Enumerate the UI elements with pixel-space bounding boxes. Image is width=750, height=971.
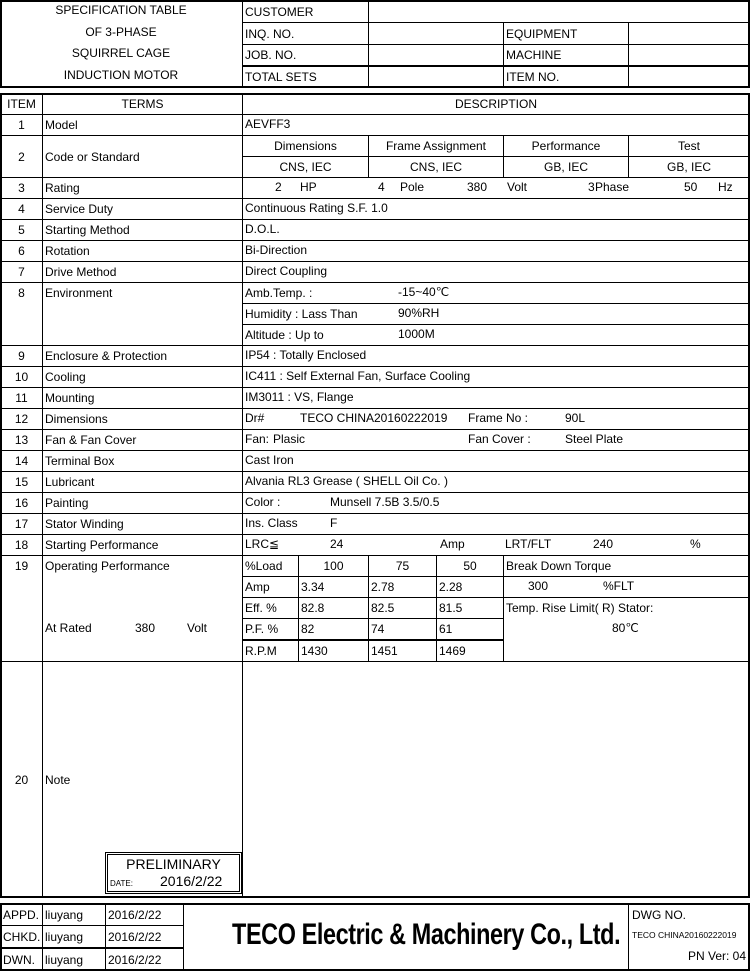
col-item-header [0,93,43,115]
perf-value-text: 74 [371,622,385,636]
standard-value-text: GB, IEC [666,160,711,174]
description-cell [242,492,750,514]
term-label-text: Operating Performance [45,559,170,573]
title-line: SQUIRREL CAGE [71,46,171,60]
term-label [42,387,243,409]
col-item-header-text: ITEM [7,97,36,111]
header-label-text: EQUIPMENT [506,26,578,41]
item-number-text: 19 [14,559,29,573]
standard-header-text: Dimensions [274,139,337,153]
header-label-text: JOB. NO. [245,48,297,63]
dwg-value: TECO CHINA20160222019 [632,930,737,940]
fan-cover-value: Steel Plate [565,432,624,446]
preliminary-stamp [105,852,242,894]
perf-value [436,597,504,619]
signoff-role [0,903,43,926]
frame-label: Frame No : [468,411,529,425]
term-label-text: Model [45,118,78,132]
term-label-text: Service Duty [45,202,114,216]
perf-value-text: 1469 [439,644,466,658]
perf-value [298,555,369,577]
perf-row-label [242,576,299,598]
starting-lrt-unit: % [690,537,701,551]
perf-row-label [242,640,299,662]
description-cell [242,513,750,535]
standard-value [628,156,750,178]
perf-row-label-text: Eff. % [245,601,277,615]
dr-value: TECO CHINA20160222019 [300,411,448,425]
amb-value: -15~40℃ [398,285,450,299]
standard-header [628,135,750,157]
lubricant-value: Alvania RL3 Grease ( SHELL Oil Co. ) [245,474,448,488]
signoff-name-text: liuyang [45,952,84,967]
item-number-text: 4 [18,202,25,216]
temp-rise-label-text: Temp. Rise Limit( R) Stator: [506,601,654,615]
perf-value [368,597,437,619]
painting-label: Color : [245,495,281,509]
header-label [503,22,629,45]
item-number [0,345,43,367]
perf-row-label-text: R.P.M [245,644,277,658]
humidity-label [242,303,750,325]
item-number [0,177,43,199]
perf-row-label [242,597,299,619]
term-label-text: Lubricant [45,475,95,489]
standard-value [242,156,369,178]
item-number [0,219,43,241]
perf-value-text: 61 [439,622,453,636]
amb-label [242,282,750,304]
rating-hp: 2 [275,180,282,194]
enclosure-value: IP54 : Totally Enclosed [245,348,367,362]
item-number-text: 5 [18,223,25,237]
signoff-role [0,925,43,948]
term-label [42,408,243,430]
header-value [628,44,750,67]
perf-value-text: 3.34 [301,580,325,594]
frame-value: 90L [565,411,586,425]
header-label [242,44,369,67]
signoff-name [42,925,106,948]
customer-label-text: CUSTOMER [245,4,314,19]
description-cell [242,450,750,472]
perf-row-label-text: Amp [245,580,270,594]
term-label [42,240,243,262]
perf-value [298,618,369,640]
item-number-text: 18 [14,538,29,552]
item-number-text: 1 [18,118,25,132]
item-number [0,492,43,514]
description-cell [242,534,750,556]
term-label-text: Note [45,772,71,787]
item-number-text: 16 [14,496,29,510]
signoff-name-text: liuyang [45,929,84,944]
perf-row-label [242,618,299,640]
col-description-header [242,93,750,115]
terminal-box-value: Cast Iron [245,453,294,467]
perf-value-text: 82.5 [371,601,395,615]
customer-value [368,0,750,23]
signoff-date [105,903,184,926]
signoff-date-text: 2016/2/22 [108,952,162,967]
fan-value: Plasic [273,432,306,446]
perf-value [298,640,369,662]
altitude-label [242,324,750,346]
term-label-text: Starting Performance [45,538,159,552]
company-logo-text: TECO Electric & Machinery Co., Ltd. [232,918,621,951]
term-label-text: Mounting [45,391,95,405]
item-number [0,366,43,388]
perf-row-label-text: %Load [245,559,283,573]
dr-label: Dr# [245,411,265,425]
rating-hz: 50 [684,180,698,194]
signoff-date-text: 2016/2/22 [108,907,162,922]
term-label-text: Painting [45,496,89,510]
dwg-label: DWG NO. [632,908,686,922]
humidity-label-text: Humidity : Lass Than [245,307,358,321]
description-cell [242,240,750,262]
header-value [368,44,504,67]
item-number-text: 13 [14,433,29,447]
starting-lrc-label: LRC≦ [245,537,280,551]
term-label [42,471,243,493]
perf-value [436,576,504,598]
rating-hp_unit: HP [300,180,317,194]
perf-value-text: 82.8 [301,601,325,615]
term-label [42,450,243,472]
stamp-title: PRELIMINARY [126,856,221,872]
description-cell [242,114,750,136]
ins-class-label: Ins. Class [245,516,298,530]
cooling-value: IC411 : Self External Fan, Surface Cooling [245,369,471,383]
rating-volt_unit: Volt [507,180,528,194]
item-number-text: 7 [18,265,25,279]
term-label [42,135,243,178]
term-label [42,219,243,241]
item-number-text: 8 [18,286,25,300]
item-number [0,555,43,662]
stamp-date: 2016/2/22 [160,873,223,889]
signoff-date-text: 2016/2/22 [108,929,162,944]
pn-version: PN Ver: 04 [687,949,746,963]
term-label [42,261,243,283]
header-label-text: TOTAL SETS [245,69,317,84]
term-label-text: Rotation [45,244,90,258]
drive-method-value: Direct Coupling [245,264,328,278]
term-label [42,282,243,346]
item-number-text: 11 [15,391,28,405]
col-terms-header-text: TERMS [121,97,164,111]
at-rated-label: At Rated [45,621,92,635]
col-description-header-text: DESCRIPTION [454,97,537,111]
item-number [0,261,43,283]
ins-class-value: F [330,516,338,530]
item-number [0,471,43,493]
item-number [0,513,43,535]
term-label [42,492,243,514]
standard-value [368,156,504,178]
item-number-text: 9 [18,349,25,363]
term-label [42,534,243,556]
rating-volt: 380 [467,180,488,194]
item-number-text: 17 [14,517,29,531]
perf-value-text: 1451 [371,644,398,658]
title-line: SPECIFICATION TABLE [55,3,187,17]
header-value [628,65,750,88]
perf-value-text: 1430 [301,644,328,658]
standard-value-text: CNS, IEC [279,160,332,174]
signoff-date [105,925,184,948]
signoff-role-text: CHKD. [3,929,41,944]
item-number [0,282,43,346]
term-label [42,429,243,451]
description-cell [242,177,750,199]
header-value [628,22,750,45]
term-label [42,177,243,199]
service-duty-value: Continuous Rating S.F. 1.0 [245,201,388,215]
term-label [42,366,243,388]
stamp-date-label: DATE: [110,879,133,888]
perf-value [368,640,437,662]
item-number [0,240,43,262]
breakdown-label-text: Break Down Torque [506,559,612,573]
item-number-text: 3 [18,181,25,195]
item-number [0,408,43,430]
header-label [242,65,369,88]
rating-hz_unit: Hz [718,180,733,194]
rating-pole_unit: Pole [400,180,425,194]
item-number [0,534,43,556]
item-number-text: 12 [14,412,29,426]
temp-rise-value: 80℃ [612,621,639,635]
col-terms-header [42,93,243,115]
header-label-text: INQ. NO. [245,26,295,41]
header-label-text: ITEM NO. [506,69,560,84]
rating-pole: 4 [378,180,385,194]
amb-label-text: Amb.Temp. : [245,286,313,300]
header-label [242,22,369,45]
header-label [503,65,629,88]
header-label [503,44,629,67]
rating-phase: 3 [588,180,595,194]
starting-lrc-value: 24 [330,537,344,551]
standard-header [368,135,504,157]
perf-value [298,597,369,619]
at-rated-unit: Volt [187,621,208,635]
perf-value-text: 2.78 [371,580,395,594]
item-number-text: 10 [14,370,29,384]
standard-header-text: Frame Assignment [385,139,487,153]
altitude-value: 1000M [398,327,435,341]
item-number [0,198,43,220]
term-label [42,345,243,367]
breakdown-value: 300 [528,579,549,593]
title-line: INDUCTION MOTOR [63,67,179,82]
standard-header-text: Test [677,139,700,153]
perf-value [436,555,504,577]
term-label-text: Fan & Fan Cover [45,433,137,447]
starting-lrt-value: 240 [593,537,614,551]
customer-label [242,0,369,23]
perf-row-label-text: P.F. % [245,622,279,636]
term-label [42,114,243,136]
term-label-text: Drive Method [45,265,117,279]
starting-lrc-unit: Amp [440,537,465,551]
painting-value: Munsell 7.5B 3.5/0.5 [330,495,440,509]
item-number-text: 6 [18,244,25,258]
breakdown-label [503,555,750,577]
item-number-text: 14 [14,454,29,468]
starting-lrt-label: LRT/FLT [505,537,552,551]
at-rated-volt: 380 [135,621,156,635]
perf-value-text: 82 [301,622,315,636]
header-value [368,22,504,45]
item-number-text: 20 [14,772,29,787]
item-number [0,114,43,136]
perf-value-text: 2.28 [439,580,463,594]
item-number-text: 15 [14,475,29,489]
term-label-text: Enclosure & Protection [45,349,168,363]
standard-value-text: CNS, IEC [409,160,462,174]
altitude-label-text: Altitude : Up to [245,328,324,342]
signoff-name-text: liuyang [45,907,84,922]
term-label-text: Rating [45,181,80,195]
perf-value-text: 81.5 [439,601,463,615]
perf-value-text: 75 [395,559,410,573]
perf-value-text: 50 [463,559,477,573]
item-number [0,135,43,178]
starting-method-value: D.O.L. [245,222,280,236]
humidity-value: 90%RH [398,306,440,320]
signoff-name [42,903,106,926]
model-value: AEVFF3 [245,117,291,131]
item-number [0,387,43,409]
standard-header [503,135,629,157]
perf-value [368,576,437,598]
description-cell [242,219,750,241]
rotation-value: Bi-Direction [245,243,308,257]
fan-label: Fan: [245,432,270,446]
perf-value [368,618,437,640]
term-label [42,513,243,535]
fan-cover-label: Fan Cover : [468,432,531,446]
header-value [368,65,504,88]
perf-value [368,555,437,577]
header-label-text: MACHINE [506,48,562,63]
standard-value [503,156,629,178]
term-label-text: Environment [45,286,113,300]
mounting-value: IM3011 : VS, Flange [245,390,354,404]
perf-value [298,576,369,598]
term-label-text: Cooling [45,370,86,384]
standard-header [242,135,369,157]
description-cell [242,661,750,898]
breakdown-unit: %FLT [603,579,635,593]
item-number [0,450,43,472]
rating-phase_unit: Phase [595,180,630,194]
item-number [0,661,43,898]
signoff-role-text: DWN. [3,952,35,967]
perf-value [436,640,504,662]
term-label-text: Starting Method [45,223,130,237]
signoff-role-text: APPD. [3,907,40,922]
perf-value-text: 100 [323,559,344,573]
term-label [42,555,243,662]
item-number-text: 2 [18,149,25,164]
term-label-text: Dimensions [45,412,108,426]
perf-value [436,618,504,640]
perf-row-label [242,555,299,577]
standard-header-text: Performance [531,139,601,153]
term-label [42,198,243,220]
term-label-text: Stator Winding [45,517,124,531]
standard-value-text: GB, IEC [543,160,588,174]
item-number [0,429,43,451]
term-label-text: Code or Standard [45,149,140,164]
term-label-text: Terminal Box [45,454,115,468]
title-line: OF 3-PHASE [85,24,157,39]
